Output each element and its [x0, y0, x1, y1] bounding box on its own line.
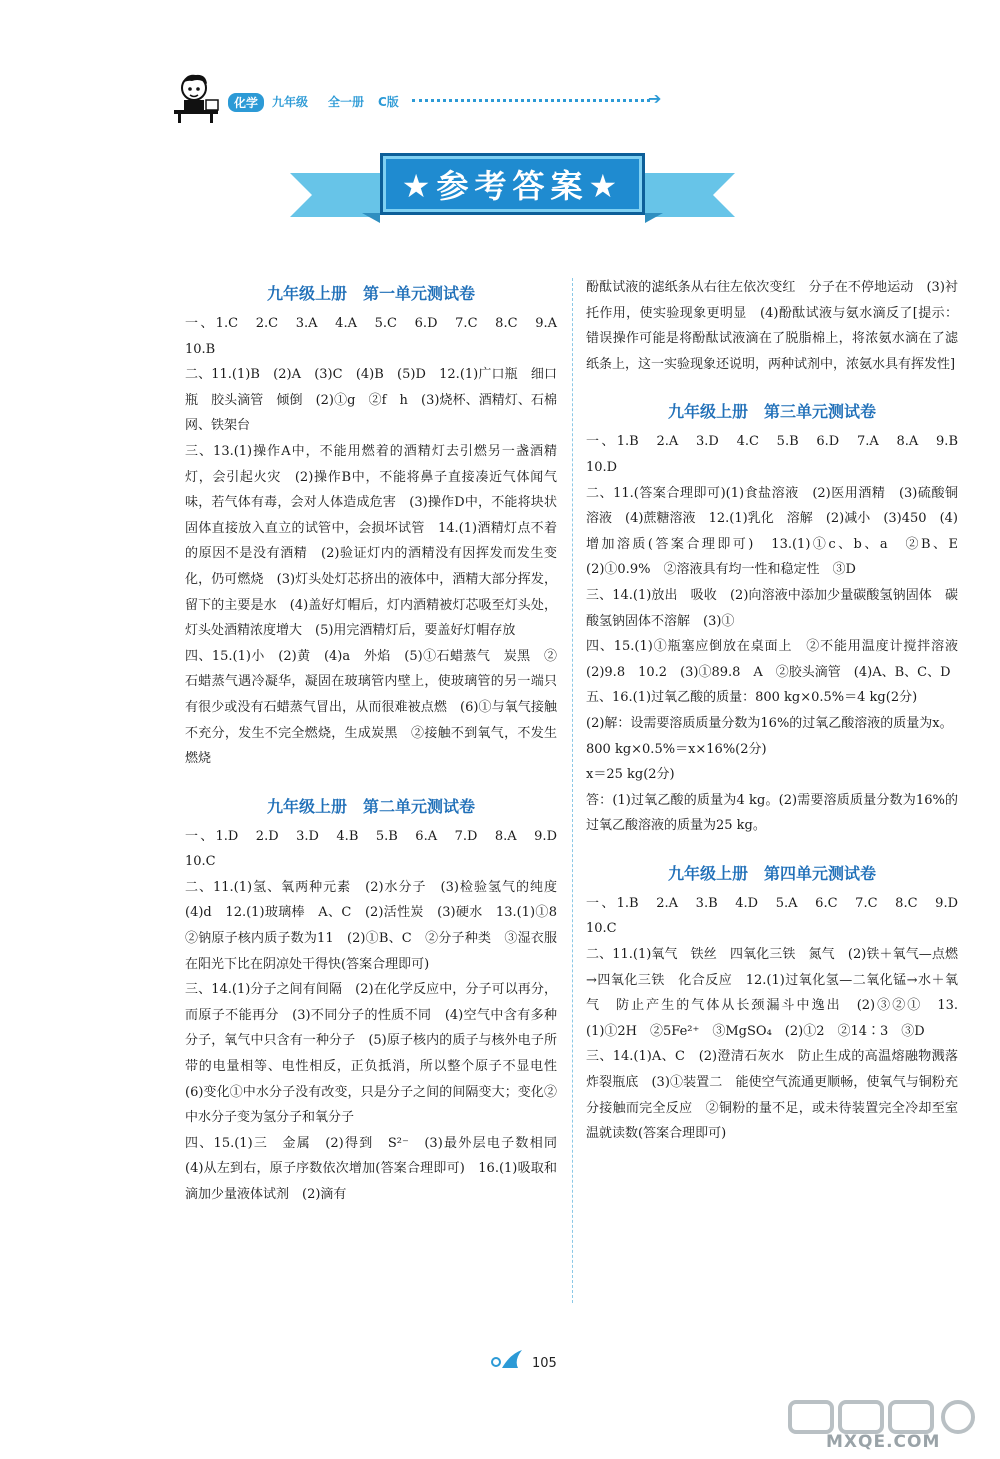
- answer-paragraph: 三、14.(1)A、C (2)澄清石灰水 防止生成的高温熔融物溅落炸裂瓶底 (3)①装置二 能使空气流通更顺畅，使氧气与铜粉充分接触而完全反应 ②铜粉的量不足，或未待装置完全冷却至室温就读数(答案合理即可): [586, 1049, 958, 1142]
- subject-badge: 化学: [228, 93, 264, 112]
- answer-paragraph: (2)解：设需要溶质质量分数为16%的过氧乙酸溶液的质量为x。: [586, 715, 953, 731]
- answer-paragraph: 三、14.(1)分子之间有间隔 (2)在化学反应中，分子可以再分，而原子不能再分 (3)不同分子的性质不同 (4)空气中含有多种分子，氧气中只含有一种分子 (5)原子核内的质子与核外电子所带的电量相等、电性相反，正负抵消，所以整个原子不显电性 (6)变化①中水分子没有改变，只是分子之间的间隔变大；变化②中水分子变为氢分子和氧分子: [185, 982, 571, 1126]
- answer-paragraph: 一、1.B 2.A 3.D 4.C 5.B 6.D 7.A 8.A 9.B 10.D: [586, 434, 972, 475]
- answer-paragraph: 酚酞试液的滤纸条从右往左依次变红 分子在不停地运动 (3)衬托作用，使实验现象更明显 (4)酚酞试液与氨水滴反了[提示：错误操作可能是将酚酞试液滴在了脱脂棉上，将浓氨水滴在了滤纸条上，这一实验现象还说明，两种试剂中，浓氨水具有挥发性]: [586, 280, 958, 372]
- section-unit-1: [185, 279, 571, 772]
- answer-paragraph: 答：(1)过氧乙酸的质量为4 kg。(2)需要溶质质量分数为16%的过氧乙酸溶液的质量为25 kg。: [586, 792, 958, 834]
- answer-paragraph: 三、13.(1)操作A中，不能用燃着的酒精灯去引燃另一盏酒精灯，会引起火灾 (2)操作B中，不能将鼻子直接凑近气体闻气味，若气体有毒，会对人体造成危害 (3)操作D中，不能将块状固体直接放入直立的试管中，会损坏试管 14.(1)酒精灯点不着的原因不是没有酒精 (2)验证灯内的酒精没有因挥发而发生变化，仍可燃烧 (3)灯头处灯芯挤出的液体中，酒精大部分挥发，留下的主要是水 (4)盖好灯帽后，灯内酒精被灯芯吸至灯头处，灯头处酒精浓度增大 (5)用完酒精灯后，要盖好灯帽存放: [185, 443, 557, 639]
- page-header: [170, 70, 690, 126]
- banner-plate: [380, 153, 645, 215]
- answer-paragraph: 四、15.(1)小 (2)黄 (4)a 外焰 (5)①石蜡蒸气 炭黑 ②石蜡蒸气遇冷凝华，凝固在玻璃管内壁上，使玻璃管的另一端只有很少或没有石蜡蒸气冒出，从而很难被点燃 (6)①与氧气接触不充分，发生不完全燃烧，生成炭黑 ②接触不到氧气，不发生燃烧: [185, 648, 557, 767]
- ribbon-left: [290, 173, 380, 217]
- answer-paragraph: x＝25 kg(2分): [586, 767, 675, 783]
- section-title: 九年级上册 第二单元测试卷: [266, 796, 475, 816]
- section-title: 九年级上册 第一单元测试卷: [266, 284, 475, 303]
- section-unit-4: [586, 859, 972, 1147]
- grade-label: 九年级: [272, 95, 309, 109]
- answer-paragraph: 二、11.(1)氧气 铁丝 四氧化三铁 氮气 (2)铁＋氧气—点燃→四氧化三铁 化合反应 12.(1)过氧化氢—二氧化锰→水＋氧气 防止产生的气体从长颈漏斗中逸出 (2)③②① 13.(1)①2H ②5Fe²⁺ ③MgSO₄ (2)①2 ②14∶3 ③D: [586, 947, 958, 1039]
- right-column: [586, 275, 972, 1147]
- answer-paragraph: 一、1.C 2.C 3.A 4.A 5.C 6.D 7.C 8.C 9.A 10.B: [185, 316, 571, 357]
- section-unit-2: [185, 792, 571, 1208]
- ribbon-fold-right: [645, 213, 663, 223]
- answer-paragraph: 五、16.(1)过氧乙酸的质量：800 kg×0.5%＝4 kg(2分): [586, 690, 918, 706]
- section-unit-3: [586, 397, 972, 839]
- answer-paragraph: 二、11.(答案合理即可)(1)食盐溶液 (2)医用酒精 (3)硫酸铜溶液 (4)蔗糖溶液 12.(1)乳化 溶解 (2)减小 (3)450 (4)增加溶质(答案合理即可) 13.(1)①c、b、a ②B、E (2)①0.9% ②溶液具有均一性和稳定性 ③D: [586, 485, 972, 578]
- ribbon-fold-left: [362, 213, 380, 223]
- left-column: [185, 279, 571, 1208]
- header-dotted-line: [412, 99, 650, 102]
- arrow-right-icon: ➔: [648, 89, 662, 108]
- footer-ornament-icon: [488, 1348, 528, 1372]
- page-number: 105: [532, 1356, 557, 1371]
- student-mascot-icon: [170, 70, 228, 124]
- banner-title: ★参考答案★: [401, 167, 624, 205]
- section-title: 九年级上册 第三单元测试卷: [667, 402, 876, 422]
- answer-paragraph: 四、15.(1)①瓶塞应倒放在桌面上 ②不能用温度计搅拌溶液 (2)9.8 10.2 (3)①89.8 A ②胶头滴管 (4)A、B、C、D: [586, 639, 972, 680]
- answer-paragraph: 二、11.(1)B (2)A (3)C (4)B (5)D 12.(1)广口瓶 细口瓶 胶头滴管 倾倒 (2)①g ②f h (3)烧杯、酒精灯、石棉网、铁架台: [185, 367, 557, 434]
- answer-paragraph: 四、15.(1)三 金属 (2)得到 S²⁻ (3)最外层电子数相同 (4)从左到右，原子序数依次增加(答案合理即可) 16.(1)吸取和滴加少量液体试剂 (2)滴有: [185, 1135, 571, 1202]
- answer-paragraph: 一、1.D 2.D 3.D 4.B 5.B 6.A 7.D 8.A 9.D 10.C: [185, 828, 571, 870]
- edition-label: C版: [378, 95, 399, 109]
- answer-key-banner: [290, 145, 735, 225]
- section-continued: [586, 275, 958, 377]
- answer-paragraph: 800 kg×0.5%＝x×16%(2分): [586, 741, 767, 757]
- answer-paragraph: 三、14.(1)放出 吸收 (2)向溶液中添加少量碳酸氢钠固体 碳酸氢钠固体不溶解 (3)①: [586, 587, 958, 629]
- answer-paragraph: 一、1.B 2.A 3.B 4.D 5.A 6.C 7.C 8.C 9.D 10.C: [586, 895, 972, 937]
- column-divider: [572, 278, 573, 1303]
- section-title: 九年级上册 第四单元测试卷: [667, 863, 876, 883]
- watermark-text: MXQE.COM: [826, 1432, 941, 1452]
- ribbon-right: [645, 173, 735, 217]
- volume-label: 全一册: [328, 95, 365, 109]
- answer-paragraph: 二、11.(1)氢、氧两种元素 (2)水分子 (3)检验氢气的纯度 (4)d 12.(1)玻璃棒 A、C (2)活性炭 (3)硬水 13.(1)①8 ②钠原子核内质子数为11 (2)①B、C ②分子种类 ③湿衣服在阳光下比在阴凉处干得快(答案合理即可): [185, 879, 571, 972]
